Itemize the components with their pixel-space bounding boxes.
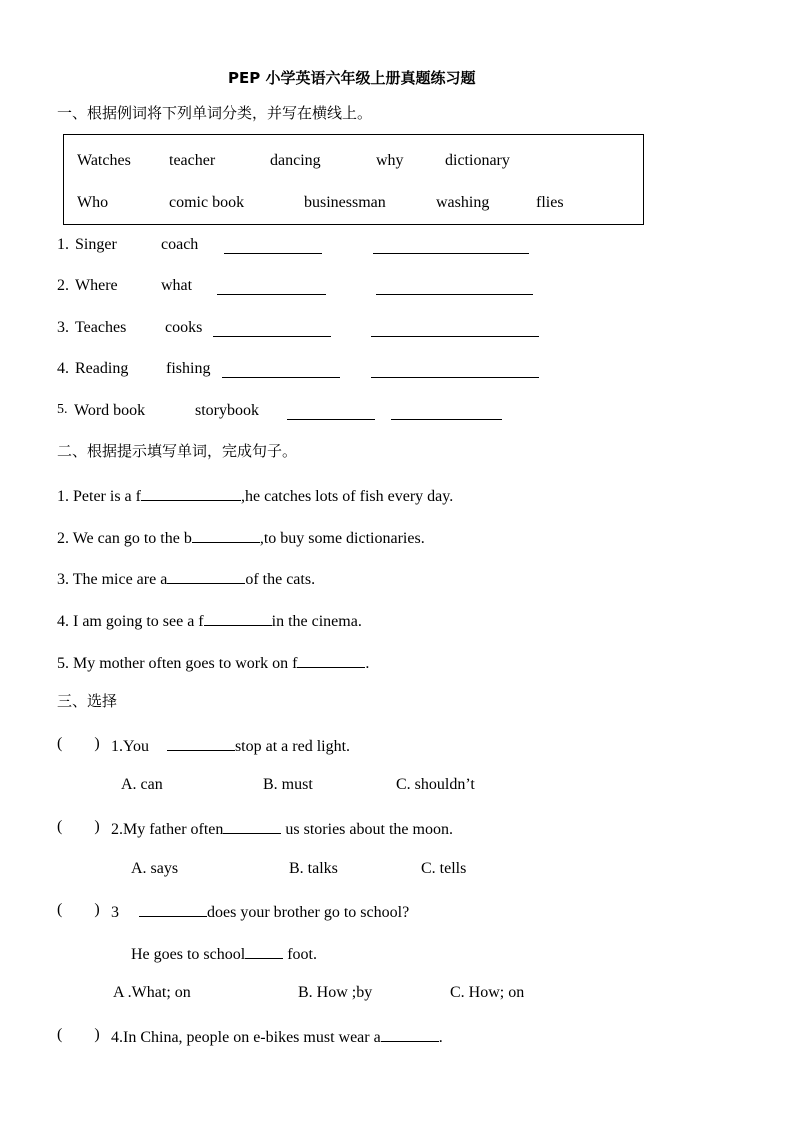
q3-stem-start: 3 [111,904,119,921]
word-box-word: Watches [77,152,131,169]
s1-item-word2: what [161,277,193,294]
answer-blank[interactable] [213,336,331,337]
word-box-word: why [376,152,404,169]
answer-blank[interactable] [167,736,235,751]
s2-sentence-start: 4. I am going to see a f [57,613,204,630]
s1-item-word2: storybook [195,402,259,419]
option-c[interactable]: C. shouldn’t [396,776,475,793]
q4-stem [111,1027,443,1046]
option-b[interactable]: B. How ;by [298,984,373,1001]
page-title-text: PEP 小学英语六年级上册真题练习题 [228,69,476,87]
s2-sentence [57,528,425,547]
answer-blank[interactable] [141,486,241,501]
s1-item-number: 2. [57,277,69,294]
q1-stem-start: 1.You [111,738,149,755]
answer-blank[interactable] [287,419,375,420]
q2-stem-start: 2.My father often [111,821,224,838]
answer-parentheses[interactable]: ( ) [57,1026,100,1043]
word-box [63,134,644,225]
answer-blank[interactable] [192,528,260,543]
s1-item-word1: Word book [74,402,146,419]
option-b[interactable]: B. must [263,776,313,793]
word-box-word: Who [77,194,109,211]
s1-item-word1: Teaches [75,319,127,336]
s2-sentence-end: . [365,655,370,672]
word-box-word: comic book [169,194,245,211]
q1-stem-end: stop at a red light. [234,738,351,755]
answer-blank[interactable] [373,253,529,254]
s1-item-number: 3. [57,319,69,336]
s1-item-word1: Reading [75,360,129,377]
s1-item-word2: cooks [165,319,203,336]
section1-heading: 一、根据例词将下列单词分类，并写在横线上。 [57,104,373,122]
answer-blank[interactable] [297,653,365,668]
answer-blank[interactable] [381,1027,439,1042]
answer-blank[interactable] [391,419,502,420]
q2-stem-end: us stories about the moon. [285,821,453,838]
s2-sentence-end: ,to buy some dictionaries. [259,530,425,547]
s2-sentence-start: 5. My mother often goes to work on f [57,655,298,672]
answer-blank[interactable] [222,377,340,378]
answer-parentheses[interactable]: ( ) [57,735,100,752]
answer-blank[interactable] [204,611,272,626]
word-box-word: teacher [169,152,216,169]
answer-blank[interactable] [224,253,322,254]
q1-stem [111,736,350,755]
answer-blank[interactable] [371,377,539,378]
word-box-word: washing [436,194,490,211]
q2-stem [111,819,453,838]
q3-line2 [131,944,317,963]
s1-item-word1: Where [75,277,118,294]
option-a[interactable]: A. can [121,776,163,793]
s2-sentence [57,611,362,630]
answer-parentheses[interactable]: ( ) [57,818,100,835]
answer-blank[interactable] [167,569,245,584]
answer-blank[interactable] [139,902,207,917]
q3-stem-end: does your brother go to school? [207,904,410,921]
answer-blank[interactable] [223,819,281,834]
s2-sentence [57,653,369,672]
q3-stem [111,902,409,921]
s2-sentence [57,569,315,588]
q4-stem-end: . [438,1029,443,1046]
s1-item-number: 1. [57,236,69,253]
word-box-word: dictionary [445,152,510,169]
s2-sentence [57,486,453,505]
s1-item-number: 4. [57,360,69,377]
option-a[interactable]: A .What; on [113,984,191,1001]
word-box-word: flies [536,194,564,211]
word-box-word: businessman [304,194,386,211]
answer-blank[interactable] [376,294,533,295]
option-a[interactable]: A. says [131,860,179,877]
s1-item-number: 5. [57,402,68,417]
s2-sentence-end: of the cats. [245,571,316,588]
answer-blank[interactable] [371,336,539,337]
s1-item-word2: fishing [166,360,211,377]
answer-parentheses[interactable]: ( ) [57,901,100,918]
s2-sentence-start: 2. We can go to the b [57,530,192,547]
option-b[interactable]: B. talks [289,860,338,877]
s2-sentence-start: 1. Peter is a f [57,488,141,505]
q3-line2-end: foot. [287,946,317,963]
section2-heading: 二、根据提示填写单词，完成句子。 [57,442,298,460]
s2-sentence-end: in the cinema. [271,613,362,630]
s1-item-word2: coach [161,236,199,253]
word-box-word: dancing [270,152,321,169]
answer-blank[interactable] [217,294,326,295]
s2-sentence-start: 3. The mice are a [57,571,168,588]
page-title [228,69,475,86]
option-c[interactable]: C. tells [421,860,467,877]
s2-sentence-end: ,he catches lots of fish every day. [240,488,454,505]
q3-line2-start: He goes to school [131,946,246,963]
option-c[interactable]: C. How; on [450,984,525,1001]
answer-blank[interactable] [245,944,283,959]
q4-stem-start: 4.In China, people on e-bikes must wear a [111,1029,381,1046]
s1-item-word1: Singer [75,236,117,253]
section3-heading: 三、选择 [57,692,118,710]
